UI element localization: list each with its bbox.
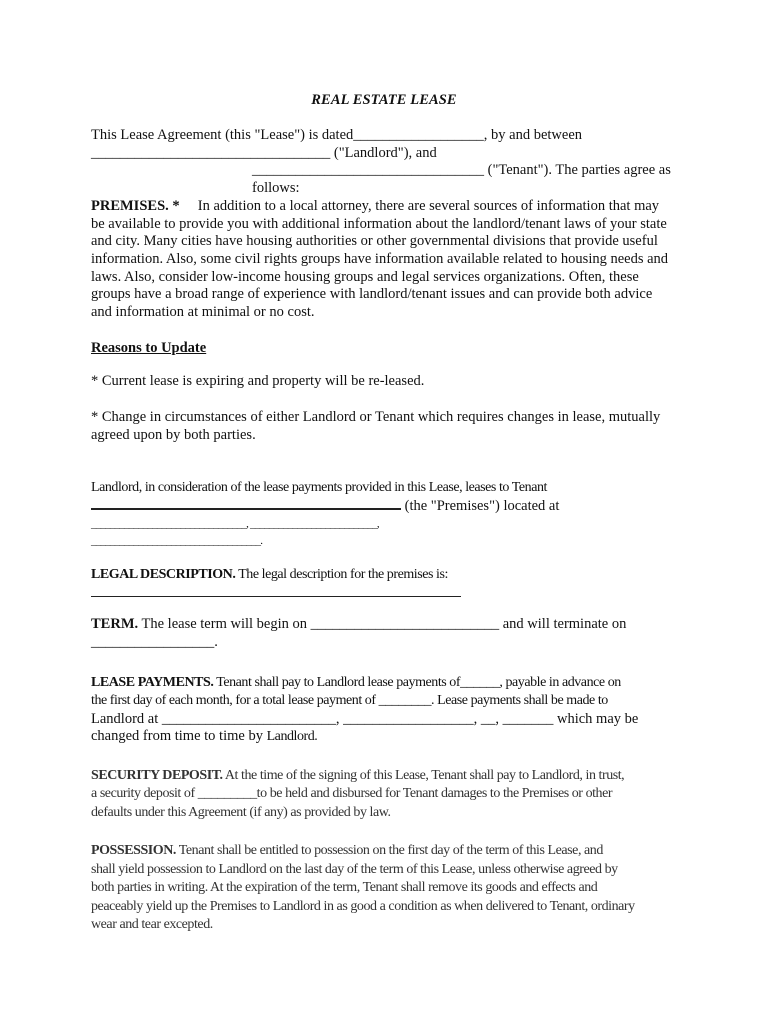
document-title: REAL ESTATE LEASE	[311, 92, 457, 108]
possession-heading: POSSESSION.	[91, 843, 176, 859]
reasons-item-1: * Current lease is expiring and property will be re-leased.	[91, 373, 425, 390]
lease-payments-heading: LEASE PAYMENTS.	[91, 674, 214, 690]
lease-payments-line-4a: changed from time to time by	[91, 728, 263, 745]
landlord-clause-line-4: ____________________________________.	[91, 534, 263, 547]
reasons-item-2: * Change in circumstances of either Landlord or Tenant which requires changes in lease, mutually agreed upon by both parties.	[91, 409, 661, 443]
possession-line-2: shall yield possession to Landlord on the last day of the term of this Lease, unless otherwise agreed by	[91, 861, 618, 877]
security-deposit-heading: SECURITY DEPOSIT.	[91, 767, 223, 783]
possession-line-1: Tenant shall be entitled to possession on the first day of the term of this Lease, and	[178, 843, 603, 859]
premises-address-blank[interactable]	[91, 497, 401, 510]
landlord-clause-line-3: _________________________________, ___________________________,	[91, 517, 379, 530]
legal-description-section	[91, 566, 671, 597]
lease-payments-section	[91, 674, 671, 747]
intro-line-2: _________________________________ ("Landlord"), and	[91, 144, 437, 161]
lease-payments-line-3: Landlord at ________________________, __________________, __, _______ which may be	[91, 710, 639, 727]
intro-section	[91, 127, 671, 198]
possession-line-4: peaceably yield up the Premises to Landlord in as good a condition as when delivered to Tenant, ordinary	[91, 898, 635, 914]
legal-description-body: The legal description for the premises is:	[238, 566, 448, 582]
security-deposit-line-3: defaults under this Agreement (if any) as provided by law.	[91, 804, 391, 820]
lease-document	[91, 92, 671, 935]
premises-section	[91, 198, 671, 322]
term-body: The lease term will begin on __________________________ and will terminate on	[141, 616, 627, 633]
legal-description-blank[interactable]	[91, 584, 461, 597]
premises-body: In addition to a local attorney, there are several sources of information that may be available to provide you with additional information about the landlord/tenant laws of your state and city. Many cities have housing authorities or other governmental divisions that provide useful information. Also, some civil rights groups have information available related to housing needs and laws. Also, consider low-income housing groups and legal services organizations. Often, these groups have a broad range of experience with landlord/tenant issues and can provide both advice and information at minimal or no cost.	[91, 197, 669, 321]
term-line-2: _________________.	[91, 633, 218, 650]
lease-payments-line-2: the first day of each month, for a total lease payment of ________. Lease payments shall be made to	[91, 693, 608, 709]
legal-description-blank-row	[91, 584, 671, 596]
landlord-clause-line-2-tail: (the "Premises") located at	[404, 498, 560, 515]
possession-section	[91, 842, 671, 935]
legal-description-heading: LEGAL DESCRIPTION.	[91, 566, 236, 582]
lease-payments-line-4b: Landlord.	[266, 729, 318, 745]
security-deposit-section	[91, 767, 671, 823]
security-deposit-line-1: At the time of the signing of this Lease, Tenant shall pay to Landlord, in trust,	[224, 767, 625, 783]
security-deposit-line-2: a security deposit of _________to be held and disbursed for Tenant damages to the Premises or other	[91, 786, 613, 802]
term-section	[91, 616, 671, 651]
possession-line-3: both parties in writing. At the expiration of the term, Tenant shall remove its goods and effects and	[91, 880, 598, 896]
term-heading: TERM.	[91, 616, 139, 633]
lease-payments-line-1: Tenant shall pay to Landlord lease payments of______, payable in advance on	[216, 674, 621, 690]
reasons-heading: Reasons to Update	[91, 339, 207, 356]
intro-line-1: This Lease Agreement (this "Lease") is dated__________________, by and between	[91, 127, 583, 143]
reasons-section	[91, 340, 671, 445]
intro-line-3: ________________________________ ("Tenant"). The parties agree as follows:	[252, 162, 671, 197]
landlord-clause-line-2	[91, 497, 671, 516]
possession-line-5: wear and tear excepted.	[91, 917, 213, 933]
landlord-clause-section	[91, 479, 671, 550]
premises-heading: PREMISES.	[91, 197, 169, 214]
landlord-clause-line-1: Landlord, in consideration of the lease payments provided in this Lease, leases to Tenant	[91, 479, 547, 495]
premises-star: *	[172, 197, 180, 214]
